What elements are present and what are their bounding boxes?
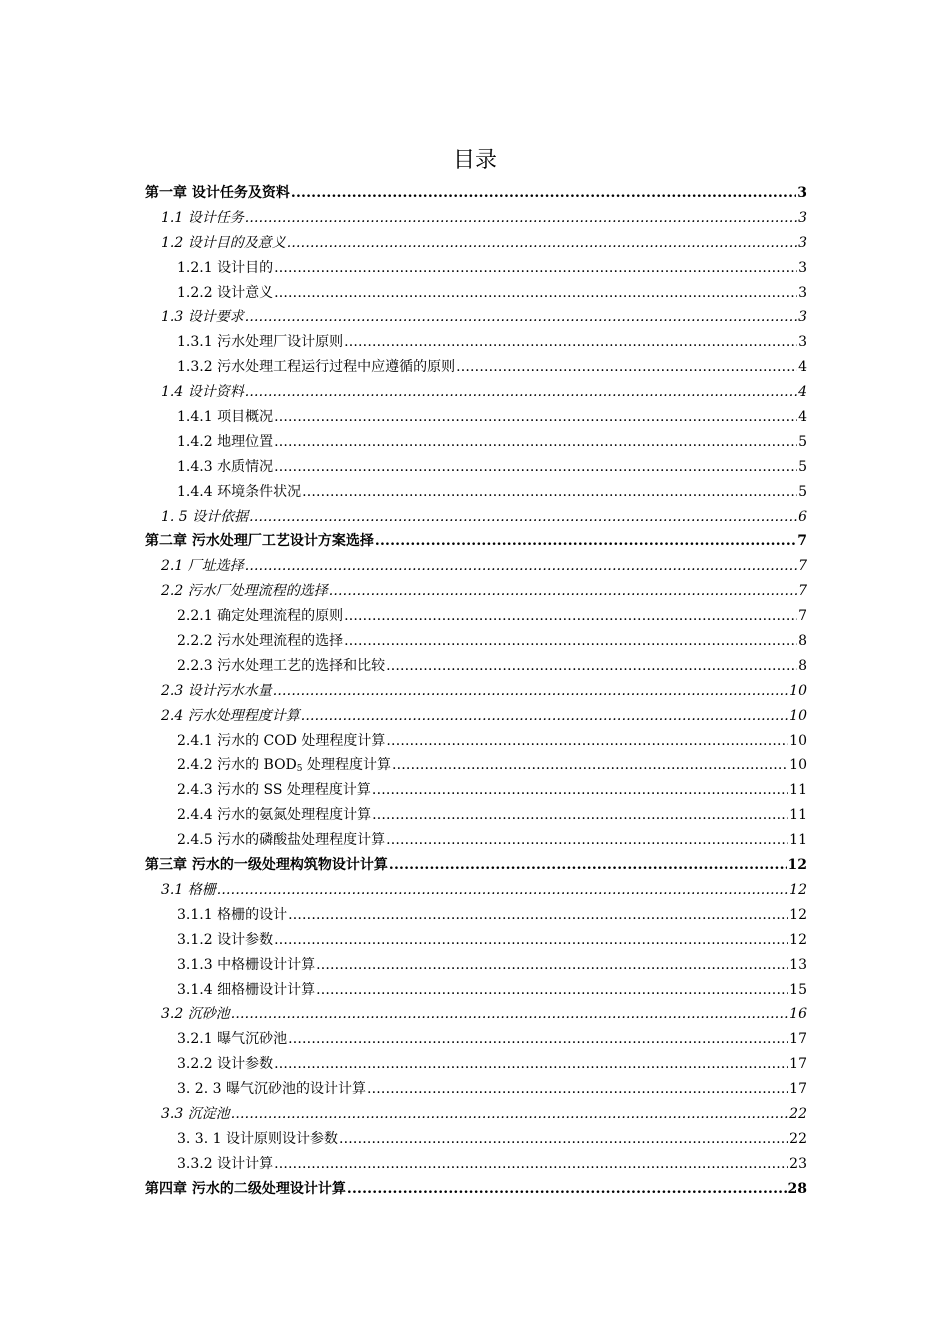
toc-entry[interactable] bbox=[145, 654, 807, 679]
toc-entry-text: 第四章 污水的二级处理设计计算 bbox=[145, 1180, 346, 1197]
toc-entry[interactable] bbox=[145, 579, 807, 604]
toc-entry-text: 1.3.1 污水处理厂设计原则 bbox=[177, 334, 344, 351]
toc-entry-page-number: 28 bbox=[787, 1180, 807, 1197]
toc-entry-page-number: 10 bbox=[789, 707, 807, 724]
toc-entry-page-number: 11 bbox=[789, 832, 807, 849]
toc-entry[interactable] bbox=[145, 1152, 807, 1177]
toc-entry[interactable] bbox=[145, 1102, 807, 1127]
toc-leader-dots bbox=[316, 953, 788, 978]
toc-leader-dots bbox=[245, 554, 797, 579]
toc-entry-text: 3.2.1 曝气沉砂池 bbox=[177, 1031, 288, 1048]
toc-entry-text: 3.2 沉砂池 bbox=[161, 1006, 230, 1023]
toc-entry-page-number: 22 bbox=[789, 1130, 807, 1147]
toc-leader-dots bbox=[316, 978, 788, 1003]
toc-entry-text: 3.3.2 设计计算 bbox=[177, 1155, 274, 1172]
toc-entry-page-number: 7 bbox=[798, 558, 807, 575]
toc-leader-dots bbox=[344, 629, 797, 654]
toc-entry-text: 1.3.2 污水处理工程运行过程中应遵循的原则 bbox=[177, 359, 456, 376]
toc-leader-dots bbox=[249, 505, 797, 530]
toc-leader-dots bbox=[288, 903, 788, 928]
toc-entry-page-number: 10 bbox=[789, 757, 807, 774]
toc-entry-text: 1.4.2 地理位置 bbox=[177, 433, 274, 450]
toc-entry[interactable] bbox=[145, 1002, 807, 1027]
toc-entry-page-number: 12 bbox=[789, 931, 807, 948]
toc-entry[interactable] bbox=[145, 878, 807, 903]
toc-entry[interactable] bbox=[145, 729, 807, 754]
toc-entry[interactable] bbox=[145, 704, 807, 729]
toc-entry-text: 3. 3. 1 设计原则设计参数 bbox=[177, 1130, 338, 1147]
toc-entry[interactable] bbox=[145, 554, 807, 579]
toc-entry[interactable] bbox=[145, 231, 807, 256]
toc-entry-text: 1.4.3 水质情况 bbox=[177, 458, 274, 475]
toc-entry[interactable] bbox=[145, 903, 807, 928]
toc-entry-page-number: 7 bbox=[798, 583, 807, 600]
toc-entry[interactable] bbox=[145, 1077, 807, 1102]
toc-leader-dots bbox=[274, 281, 797, 306]
toc-entry-page-number: 6 bbox=[798, 508, 807, 525]
toc-leader-dots bbox=[291, 181, 796, 206]
toc-entry[interactable] bbox=[145, 430, 807, 455]
toc-entry[interactable] bbox=[145, 181, 807, 206]
toc-entry[interactable] bbox=[145, 753, 807, 778]
toc-leader-dots bbox=[288, 1027, 788, 1052]
toc-entry-text: 2.2.3 污水处理工艺的选择和比较 bbox=[177, 657, 386, 674]
toc-entry-text: 3.3 沉淀池 bbox=[161, 1105, 230, 1122]
toc-entry-text: 2.2.1 确定处理流程的原则 bbox=[177, 608, 344, 625]
toc-leader-dots bbox=[344, 604, 797, 629]
toc-leader-dots bbox=[367, 1077, 788, 1102]
toc-entry-text: 1.4.1 项目概况 bbox=[177, 409, 274, 426]
toc-leader-dots bbox=[245, 305, 797, 330]
toc-entry-page-number: 8 bbox=[798, 633, 807, 650]
toc-entry-page-number: 3 bbox=[798, 234, 807, 251]
toc-entry[interactable] bbox=[145, 629, 807, 654]
toc-entry-text: 1.4.4 环境条件状况 bbox=[177, 483, 302, 500]
toc-leader-dots bbox=[386, 828, 788, 853]
toc-entry[interactable] bbox=[145, 330, 807, 355]
toc-leader-dots bbox=[231, 1002, 788, 1027]
toc-leader-dots bbox=[245, 206, 797, 231]
toc-entry[interactable] bbox=[145, 455, 807, 480]
toc-entry-text: 3.1.1 格栅的设计 bbox=[177, 906, 288, 923]
toc-entry-text: 2.4.2 污水的 $BOD_5$ 处理程度计算 bbox=[177, 757, 391, 775]
toc-entry-text: 1.1 设计任务 bbox=[161, 209, 244, 226]
toc-entry-page-number: 23 bbox=[789, 1155, 807, 1172]
toc-entry-page-number: 10 bbox=[789, 682, 807, 699]
toc-entry-page-number: 17 bbox=[789, 1031, 807, 1048]
toc-leader-dots bbox=[274, 1152, 788, 1177]
toc-leader-dots bbox=[287, 231, 797, 256]
toc-entry[interactable] bbox=[145, 828, 807, 853]
toc-entry-text: 3.1.2 设计参数 bbox=[177, 931, 274, 948]
toc-entry-page-number: 4 bbox=[798, 384, 807, 401]
toc-leader-dots bbox=[392, 753, 788, 778]
toc-entry-text: 2.4.1 污水的 COD 处理程度计算 bbox=[177, 732, 386, 749]
toc-entry-page-number: 12 bbox=[787, 857, 807, 874]
toc-leader-dots bbox=[344, 330, 797, 355]
toc-leader-dots bbox=[347, 1177, 787, 1202]
toc-entry[interactable] bbox=[145, 803, 807, 828]
toc-entry-page-number: 10 bbox=[789, 732, 807, 749]
toc-entry[interactable] bbox=[145, 355, 807, 380]
toc-entry-text: 2.1 厂址选择 bbox=[161, 558, 244, 575]
toc-entry[interactable] bbox=[145, 928, 807, 953]
toc-leader-dots bbox=[274, 405, 797, 430]
toc-leader-dots bbox=[375, 529, 796, 554]
toc-entry-text: 2.2.2 污水处理流程的选择 bbox=[177, 633, 344, 650]
toc-entry-text: 1.4 设计资料 bbox=[161, 384, 244, 401]
toc-entry-text: 3.2.2 设计参数 bbox=[177, 1056, 274, 1073]
toc-entry[interactable] bbox=[145, 281, 807, 306]
toc-entry[interactable] bbox=[145, 505, 807, 530]
toc-entry-page-number: 4 bbox=[798, 359, 807, 376]
toc-leader-dots bbox=[274, 1052, 788, 1077]
toc-entry-page-number: 17 bbox=[789, 1081, 807, 1098]
toc-entry[interactable] bbox=[145, 305, 807, 330]
toc-entry[interactable] bbox=[145, 953, 807, 978]
toc-entry[interactable] bbox=[145, 1177, 807, 1202]
toc-entry-text: 2.4.5 污水的磷酸盐处理程度计算 bbox=[177, 832, 386, 849]
toc-entry-page-number: 3 bbox=[798, 209, 807, 226]
toc-entry-text: 第二章 污水处理厂工艺设计方案选择 bbox=[145, 533, 374, 550]
table-of-contents bbox=[145, 181, 807, 1202]
toc-entry[interactable] bbox=[145, 679, 807, 704]
toc-leader-dots bbox=[231, 1102, 788, 1127]
toc-entry-text: 1.2 设计目的及意义 bbox=[161, 234, 286, 251]
toc-leader-dots bbox=[274, 430, 797, 455]
toc-entry-text: 2.2 污水厂处理流程的选择 bbox=[161, 583, 328, 600]
toc-entry-text: 第三章 污水的一级处理构筑物设计计算 bbox=[145, 857, 388, 874]
toc-entry[interactable] bbox=[145, 604, 807, 629]
toc-entry-text: 2.4.3 污水的 SS 处理程度计算 bbox=[177, 782, 371, 799]
toc-entry-text: 3.1 格栅 bbox=[161, 881, 216, 898]
toc-leader-dots bbox=[386, 729, 788, 754]
toc-entry-page-number: 16 bbox=[789, 1006, 807, 1023]
toc-entry-text: 3.1.3 中格栅设计计算 bbox=[177, 956, 316, 973]
toc-entry-page-number: 13 bbox=[789, 956, 807, 973]
toc-entry-text: 1.3 设计要求 bbox=[161, 309, 244, 326]
toc-entry-text: 1.2.1 设计目的 bbox=[177, 259, 274, 276]
toc-entry-page-number: 5 bbox=[798, 433, 807, 450]
toc-entry-text: 2.4.4 污水的氨氮处理程度计算 bbox=[177, 807, 372, 824]
toc-entry-text: 第一章 设计任务及资料 bbox=[145, 185, 290, 201]
toc-leader-dots bbox=[274, 455, 797, 480]
toc-entry-page-number: 4 bbox=[798, 409, 807, 426]
toc-leader-dots bbox=[372, 803, 788, 828]
toc-entry-text: 3.1.4 细格栅设计计算 bbox=[177, 981, 316, 998]
toc-entry[interactable] bbox=[145, 256, 807, 281]
toc-entry-text: 3. 2. 3 曝气沉砂池的设计计算 bbox=[177, 1081, 366, 1098]
toc-entry-page-number: 17 bbox=[789, 1056, 807, 1073]
toc-title: 目录 bbox=[452, 148, 497, 173]
toc-entry-page-number: 12 bbox=[789, 906, 807, 923]
toc-entry[interactable] bbox=[145, 1052, 807, 1077]
toc-leader-dots bbox=[386, 654, 797, 679]
toc-entry[interactable] bbox=[145, 380, 807, 405]
toc-entry[interactable] bbox=[145, 529, 807, 554]
toc-entry-text: 1. 5 设计依据 bbox=[161, 508, 249, 525]
toc-leader-dots bbox=[456, 355, 797, 380]
toc-entry-page-number: 15 bbox=[789, 981, 807, 998]
toc-leader-dots bbox=[274, 928, 788, 953]
toc-entry-page-number: 5 bbox=[798, 483, 807, 500]
toc-entry-page-number: 8 bbox=[798, 657, 807, 674]
toc-leader-dots bbox=[217, 878, 788, 903]
toc-entry[interactable] bbox=[145, 1127, 807, 1152]
toc-entry-page-number: 12 bbox=[789, 881, 807, 898]
toc-leader-dots bbox=[339, 1127, 788, 1152]
toc-leader-dots bbox=[273, 679, 788, 704]
toc-entry[interactable] bbox=[145, 405, 807, 430]
toc-entry[interactable] bbox=[145, 206, 807, 231]
toc-entry[interactable] bbox=[145, 1027, 807, 1052]
toc-entry[interactable] bbox=[145, 778, 807, 803]
toc-entry-page-number: 22 bbox=[789, 1105, 807, 1122]
toc-leader-dots bbox=[274, 256, 797, 281]
toc-entry[interactable] bbox=[145, 480, 807, 505]
toc-leader-dots bbox=[245, 380, 797, 405]
toc-leader-dots bbox=[329, 579, 797, 604]
toc-leader-dots bbox=[372, 778, 788, 803]
toc-entry-page-number: 5 bbox=[798, 458, 807, 475]
toc-entry-page-number: 11 bbox=[789, 782, 807, 799]
toc-entry[interactable] bbox=[145, 978, 807, 1003]
toc-entry-page-number: 3 bbox=[798, 284, 807, 301]
toc-entry-page-number: 3 bbox=[797, 185, 807, 201]
toc-leader-dots bbox=[302, 480, 797, 505]
toc-entry[interactable] bbox=[145, 853, 807, 878]
toc-leader-dots bbox=[389, 853, 787, 878]
toc-entry-text: 1.2.2 设计意义 bbox=[177, 284, 274, 301]
toc-entry-page-number: 7 bbox=[798, 608, 807, 625]
toc-entry-text: 2.3 设计污水水量 bbox=[161, 682, 272, 699]
toc-entry-page-number: 11 bbox=[789, 807, 807, 824]
toc-entry-page-number: 7 bbox=[797, 533, 807, 550]
toc-entry-page-number: 3 bbox=[798, 309, 807, 326]
toc-entry-text: 2.4 污水处理程度计算 bbox=[161, 707, 300, 724]
toc-entry-page-number: 3 bbox=[798, 334, 807, 351]
toc-entry-page-number: 3 bbox=[798, 259, 807, 276]
toc-leader-dots bbox=[301, 704, 788, 729]
